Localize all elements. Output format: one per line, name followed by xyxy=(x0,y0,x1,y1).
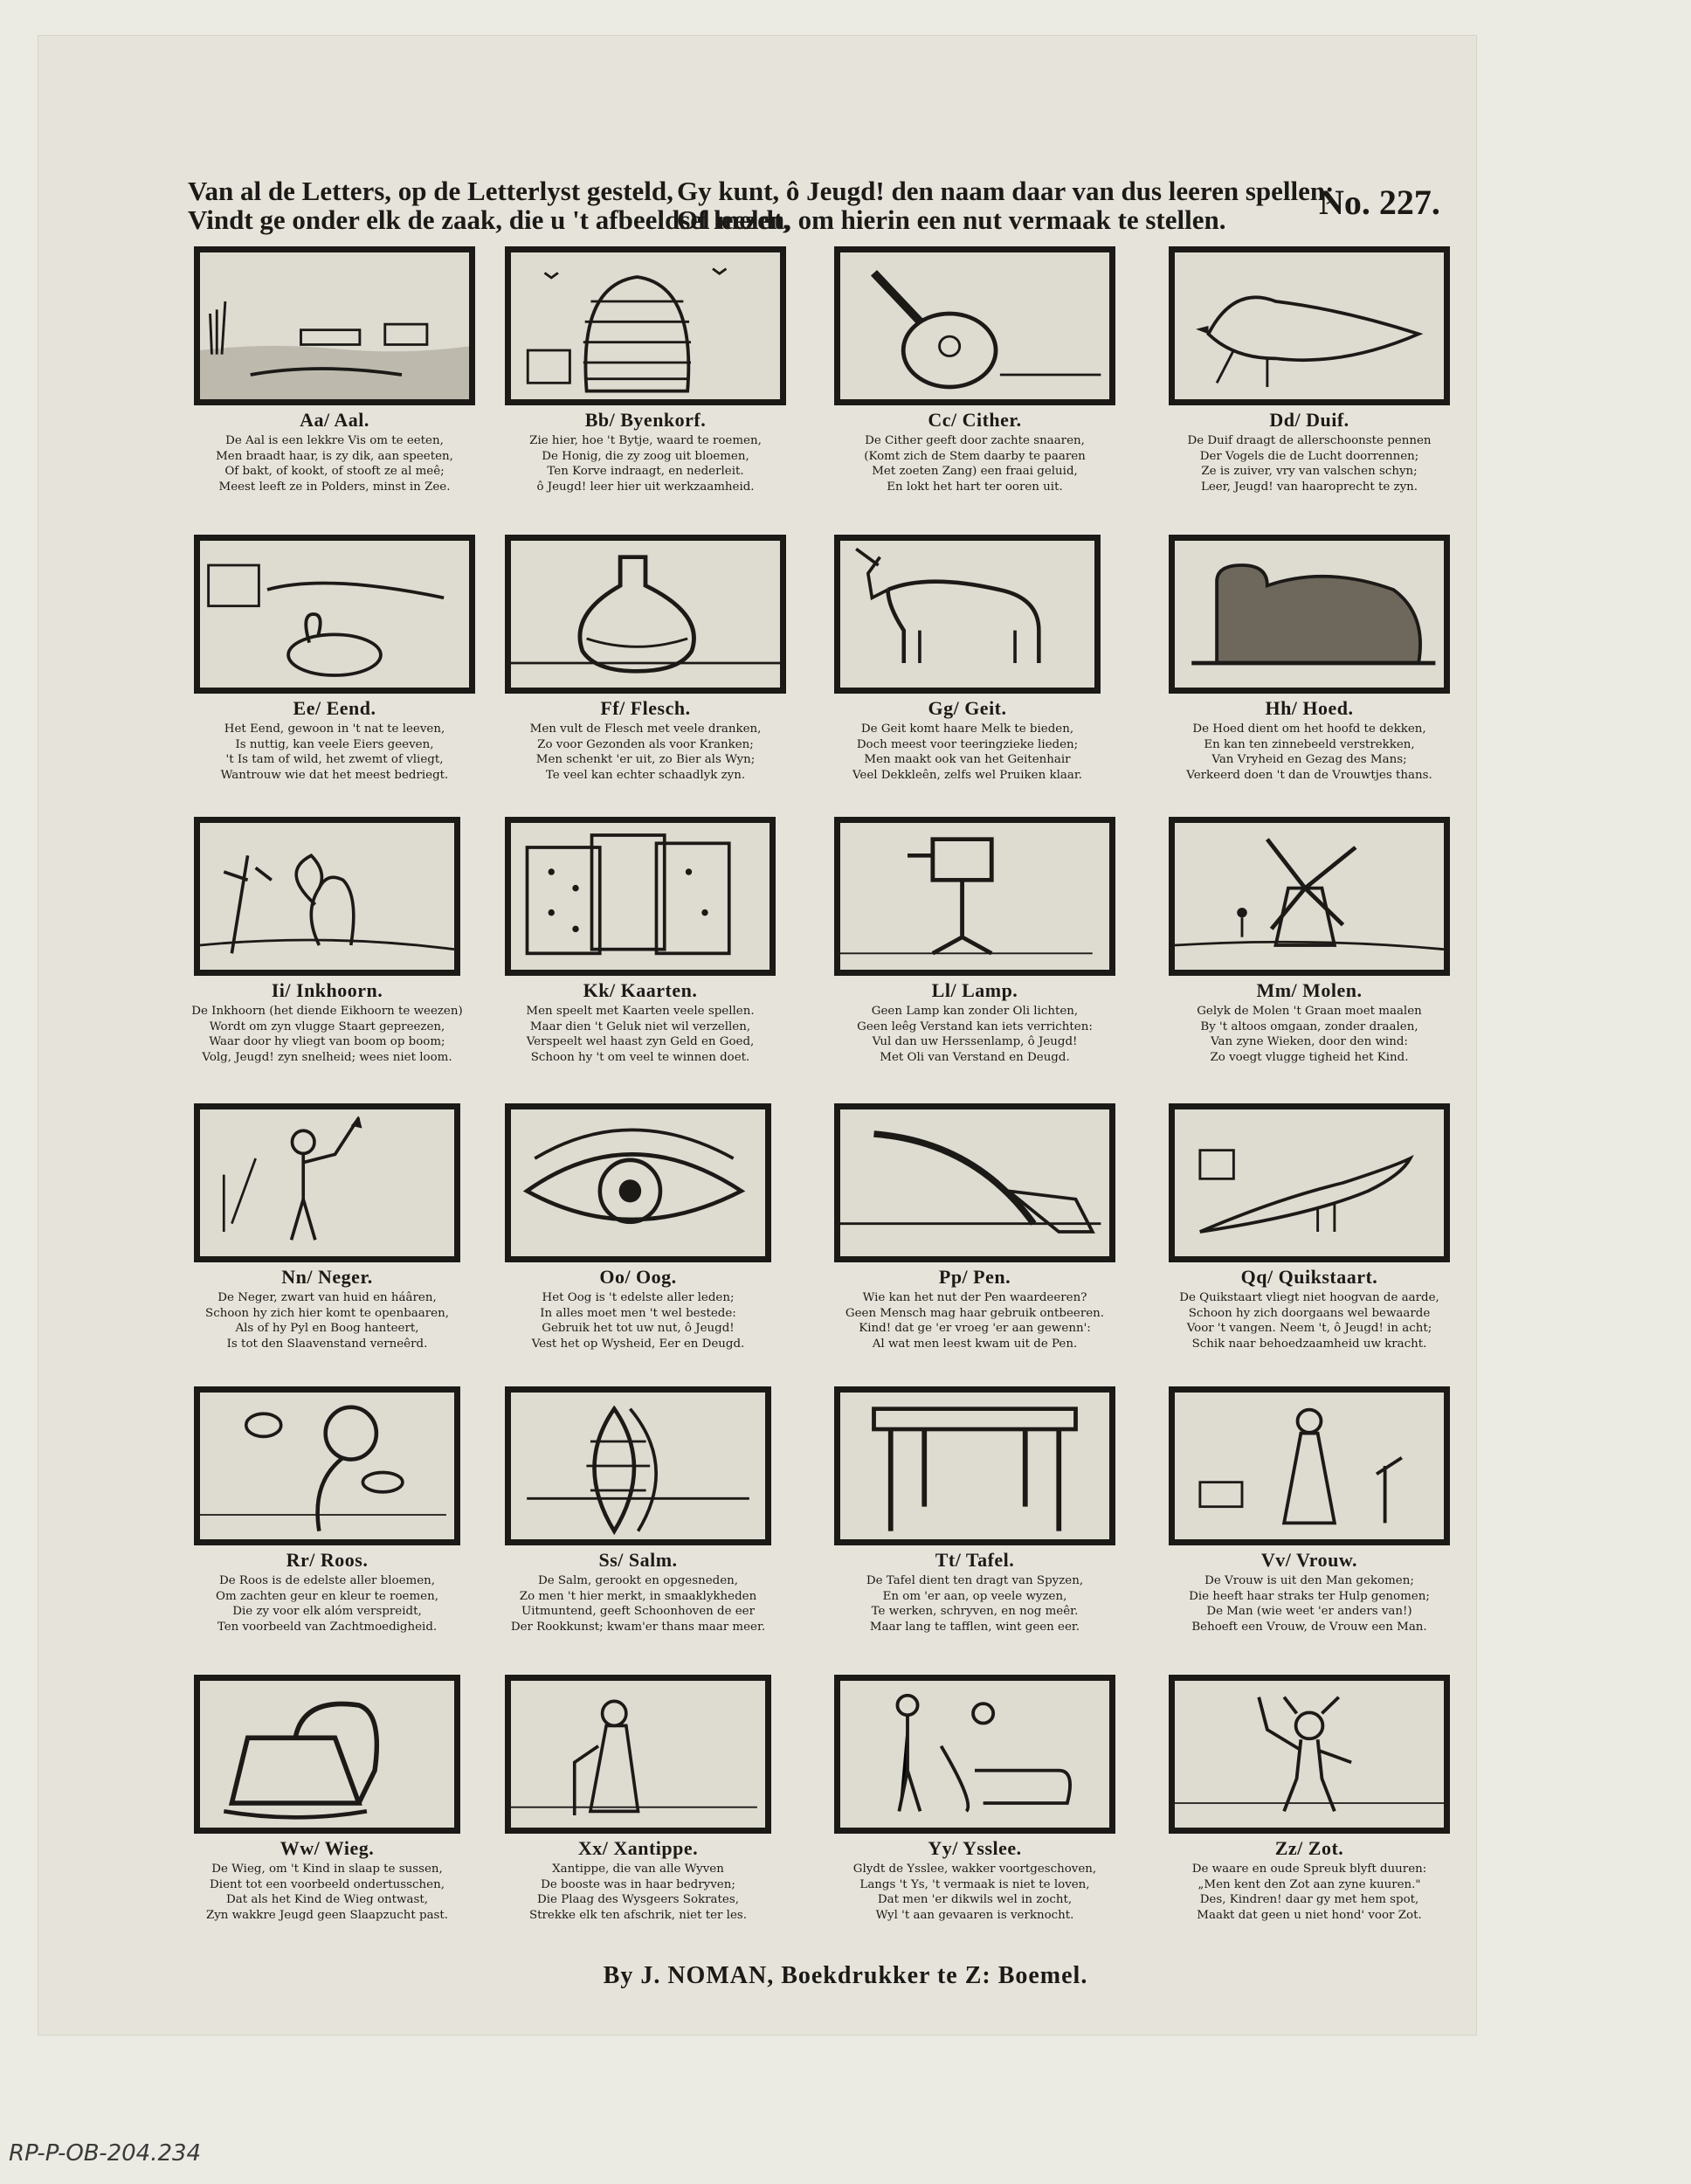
verse-line: „Men kent den Zot aan zyne kuuren." xyxy=(1198,1877,1421,1891)
picture-title: Mm/ Molen. xyxy=(1256,979,1363,1001)
verse-line: Wordt om zyn vlugge Staart gepreezen, xyxy=(209,1019,445,1033)
cradle-icon xyxy=(194,1675,460,1834)
verse-line: Schoon hy zich hier komt te openbaaren, xyxy=(205,1306,449,1320)
verse-line: Geen leêg Verstand kan iets verrichten: xyxy=(857,1019,1093,1033)
beehive-icon xyxy=(505,246,786,405)
picture-title: Tt/ Tafel. xyxy=(935,1549,1015,1571)
verse-line: De Roos is de edelste aller bloemen, xyxy=(218,1574,436,1587)
bottle-icon xyxy=(505,535,786,694)
picture-title: Vv/ Vrouw. xyxy=(1260,1549,1358,1571)
duck-icon xyxy=(194,535,475,694)
verse-line: Behoeft een Vrouw, de Vrouw een Man. xyxy=(1191,1620,1427,1634)
verse-line: Met zoeten Zang) een fraai geluid, xyxy=(872,465,1078,478)
picture-verse xyxy=(825,1290,1124,1351)
verse-line: In alles moet men 't wel bestede: xyxy=(540,1306,736,1320)
verse-line: Wantrouw wie dat het meest bedriegt. xyxy=(220,768,449,782)
picture-title: Bb/ Byenkorf. xyxy=(584,409,707,431)
verse-line: De Honig, die zy zoog uit bloemen, xyxy=(542,449,749,463)
verse-line: Doch meest voor teeringzieke lieden; xyxy=(856,737,1079,751)
picture-verse xyxy=(185,1862,469,1923)
verse-line: Der Rookkunst; kwam'er thans maar meer. xyxy=(510,1620,766,1634)
verse-line: Langs 't Ys, 't vermaak is niet te loven, xyxy=(859,1877,1090,1891)
verse-line: Maar lang te tafflen, wint geen eer. xyxy=(869,1620,1080,1634)
verse-line: Wyl 't aan gevaaren is verknocht. xyxy=(875,1908,1074,1922)
header-line-2a: Vindt ge onder elk de zaak, die u 't afbeeldsel meldt, xyxy=(188,204,790,235)
picture-title: Yy/ Ysslee. xyxy=(928,1837,1022,1859)
verse-line: Het Eend, gewoon in 't nat te leeven, xyxy=(224,722,445,736)
verse-line: Al wat men leest kwam uit de Pen. xyxy=(872,1337,1078,1351)
picture-title: Dd/ Duif. xyxy=(1269,409,1349,431)
verse-line: De Quikstaart vliegt niet hoogvan de aarde, xyxy=(1179,1291,1439,1304)
picture-title: Qq/ Quikstaart. xyxy=(1240,1266,1378,1288)
verse-line: Men vult de Flesch met veele dranken, xyxy=(529,722,762,736)
verse-line: De Duif draagt de allerschoonste pennen xyxy=(1187,434,1432,447)
verse-line: Ze is zuiver, vry van valschen schyn; xyxy=(1201,465,1418,478)
verse-line: Veel Dekkleên, zelfs wel Pruiken klaar. xyxy=(852,768,1083,782)
verse-line: De Tafel dient ten dragt van Spyzen, xyxy=(866,1574,1084,1587)
verse-line: De booste was in haar bedryven; xyxy=(541,1877,735,1891)
verse-line: Zo voegt vlugge tigheid het Kind. xyxy=(1210,1050,1409,1064)
picture-verse xyxy=(496,1290,780,1351)
dove-icon xyxy=(1169,246,1450,405)
header-line-2b: Of leezen, om hierin een nut vermaak te stellen. xyxy=(677,204,1226,235)
picture-verse xyxy=(185,1004,469,1065)
verse-line: Die zy voor elk alóm verspreidt, xyxy=(232,1605,422,1618)
verse-line: Van zyne Wieken, door den wind: xyxy=(1211,1035,1408,1048)
picture-title: Ss/ Salm. xyxy=(598,1549,678,1571)
verse-line: Geen Mensch mag haar gebruik ontbeeren. xyxy=(845,1306,1105,1320)
verse-line: Men maakt ook van het Geitenhair xyxy=(864,753,1071,766)
verse-line: De Hoed dient om het hoofd te dekken, xyxy=(1192,722,1426,736)
printer-imprint: By J. NOMAN, Boekdrukker te Z: Boemel. xyxy=(603,1962,1088,1989)
picture-verse xyxy=(185,433,484,494)
verse-line: Zo men 't hier merkt, in smaaklykheden xyxy=(519,1589,757,1603)
verse-line: Meest leeft ze in Polders, minst in Zee. xyxy=(218,480,451,494)
verse-line: Men schenkt 'er uit, zo Bier als Wyn; xyxy=(535,753,756,766)
hat-icon xyxy=(1169,535,1450,694)
verse-line: Maar dien 't Geluk niet wil verzellen, xyxy=(529,1019,751,1033)
windmill-icon xyxy=(1169,817,1450,976)
picture-title: Pp/ Pen. xyxy=(938,1266,1011,1288)
verse-line: Maakt dat geen u niet hond' voor Zot. xyxy=(1197,1908,1422,1922)
verse-line: Gebruik het tot uw nut, ô Jeugd! xyxy=(542,1322,735,1335)
verse-line: Is tot den Slaavenstand verneêrd. xyxy=(226,1337,428,1351)
picture-verse xyxy=(496,1573,780,1635)
verse-line: Wie kan het nut der Pen waardeeren? xyxy=(862,1291,1087,1304)
verse-line: Ten voorbeeld van Zachtmoedigheid. xyxy=(217,1620,438,1634)
picture-title: Ee/ Eend. xyxy=(293,697,376,719)
verse-line: Der Vogels die de Lucht doorrennen; xyxy=(1199,449,1419,463)
verse-line: De Inkhoorn (het diende Eikhoorn te weezen) xyxy=(191,1005,463,1018)
verse-line: Is nuttig, kan veele Eiers geeven, xyxy=(235,737,434,751)
picture-verse xyxy=(1160,1573,1459,1635)
verse-line: De Salm, gerookt en opgesneden, xyxy=(537,1574,739,1587)
verse-line: ô Jeugd! leer hier uit werkzaamheid. xyxy=(536,480,755,494)
verse-line: (Komt zich de Stem daarby te paaren xyxy=(864,449,1086,463)
verse-line: Men braadt haar, is zy dik, aan speeten, xyxy=(216,449,453,463)
verse-line: Waar door hy vliegt van boom op boom; xyxy=(209,1035,445,1048)
verse-line: Die Plaag des Wysgeers Sokrates, xyxy=(537,1893,739,1906)
picture-title: Ff/ Flesch. xyxy=(600,697,691,719)
verse-line: Van Vryheid en Gezag des Mans; xyxy=(1211,753,1407,766)
picture-verse xyxy=(1160,722,1459,783)
sleigh-icon xyxy=(834,1675,1115,1834)
verse-line: Vul dan uw Herssenlamp, ô Jeugd! xyxy=(872,1035,1078,1048)
verse-line: Te werken, schryven, en nog meêr. xyxy=(871,1605,1079,1618)
verse-line: Schoon hy 't om veel te winnen doet. xyxy=(530,1050,750,1064)
catalog-number: RP-P-OB-204.234 xyxy=(9,2140,202,2167)
squirrel-icon xyxy=(194,817,460,976)
old-woman-icon xyxy=(505,1675,771,1834)
verse-line: Zyn wakkre Jeugd geen Slaapzucht past. xyxy=(205,1908,449,1922)
picture-title: Rr/ Roos. xyxy=(286,1549,369,1571)
picture-title: Oo/ Oog. xyxy=(599,1266,677,1288)
eye-icon xyxy=(505,1103,771,1262)
header-line-1a: Van al de Letters, op de Letterlyst gesteld, xyxy=(188,176,673,206)
verse-line: Dat als het Kind de Wieg ontwast, xyxy=(225,1893,428,1906)
verse-line: Des, Kindren! daar gy met hem spot, xyxy=(1199,1893,1419,1906)
verse-line: De Neger, zwart van huid en háâren, xyxy=(217,1291,437,1304)
sheet-number: No. 227. xyxy=(1319,183,1440,222)
verse-line: Het Oog is 't edelste aller leden; xyxy=(542,1291,735,1304)
picture-verse xyxy=(185,1290,469,1351)
lamp-icon xyxy=(834,817,1115,976)
cither-icon xyxy=(834,246,1115,405)
picture-verse xyxy=(496,433,795,494)
verse-line: Voor 't vangen. Neem 't, ô Jeugd! in acht; xyxy=(1186,1322,1432,1335)
verse-line: Geen Lamp kan zonder Oli lichten, xyxy=(871,1005,1079,1018)
verse-line: Zie hier, hoe 't Bytje, waard te roemen, xyxy=(529,434,762,447)
picture-verse xyxy=(185,1573,469,1635)
table-icon xyxy=(834,1386,1115,1545)
verse-line: Leer, Jeugd! van haaroprecht te zyn. xyxy=(1200,480,1418,494)
picture-verse xyxy=(825,722,1109,783)
verse-line: De Geit komt haare Melk te bieden, xyxy=(860,722,1074,736)
picture-title: Kk/ Kaarten. xyxy=(583,979,698,1001)
quill-icon xyxy=(834,1103,1115,1262)
landscape-icon xyxy=(194,246,475,405)
verse-line: Als of hy Pyl en Boog hanteert, xyxy=(235,1322,419,1335)
archer-icon xyxy=(194,1103,460,1262)
verse-line: De Wieg, om 't Kind in slaap te sussen, xyxy=(211,1863,443,1876)
verse-line: Verkeerd doen 't dan de Vrouwtjes thans. xyxy=(1186,768,1432,782)
verse-line: De Vrouw is uit den Man gekomen; xyxy=(1204,1574,1414,1587)
verse-line: Strekke elk ten afschrik, niet ter les. xyxy=(528,1908,748,1922)
verse-line: Ten Korve indraagt, en nederleit. xyxy=(547,465,744,478)
verse-line: Of bakt, of kookt, of stooft ze al meê; xyxy=(224,465,445,478)
picture-title: Aa/ Aal. xyxy=(300,409,369,431)
verse-line: Die heeft haar straks ter Hulp genomen; xyxy=(1189,1589,1430,1603)
verse-line: Met Oli van Verstand en Deugd. xyxy=(880,1050,1070,1064)
verse-line: De Cither geeft door zachte snaaren, xyxy=(865,434,1085,447)
rose-icon xyxy=(194,1386,460,1545)
picture-title: Xx/ Xantippe. xyxy=(577,1837,699,1859)
goat-icon xyxy=(834,535,1101,694)
picture-verse xyxy=(825,1004,1124,1065)
picture-verse xyxy=(496,1004,784,1065)
verse-line: Verspeelt wel haast zyn Geld en Goed, xyxy=(526,1035,755,1048)
picture-verse xyxy=(1160,1862,1459,1923)
verse-line: 't Is tam of wild, het zwemt of vliegt, xyxy=(225,753,444,766)
picture-verse xyxy=(496,722,795,783)
verse-line: En kan ten zinnebeeld verstrekken, xyxy=(1204,737,1415,751)
picture-title: Gg/ Geit. xyxy=(928,697,1007,719)
verse-line: Dient tot een voorbeeld ondertusschen, xyxy=(210,1877,445,1891)
verse-line: Gelyk de Molen 't Graan moet maalen xyxy=(1197,1005,1422,1018)
picture-verse xyxy=(825,1862,1124,1923)
verse-line: Schik naar behoedzaamheid uw kracht. xyxy=(1191,1337,1427,1351)
fish-icon xyxy=(505,1386,771,1545)
picture-title: Nn/ Neger. xyxy=(281,1266,373,1288)
verse-line: Kind! dat ge 'er vroeg 'er aan gewenn': xyxy=(859,1322,1091,1335)
verse-line: By 't altoos omgaan, zonder draalen, xyxy=(1200,1019,1418,1033)
picture-verse xyxy=(825,433,1124,494)
verse-line: Dat men 'er dikwils wel in zocht, xyxy=(877,1893,1073,1906)
wagtail-icon xyxy=(1169,1103,1450,1262)
picture-title: Cc/ Cither. xyxy=(928,409,1022,431)
picture-verse xyxy=(496,1862,780,1923)
picture-title: Ll/ Lamp. xyxy=(931,979,1018,1001)
verse-line: De Aal is een lekkre Vis om te eeten, xyxy=(225,434,444,447)
picture-title: Zz/ Zot. xyxy=(1274,1837,1344,1859)
picture-verse xyxy=(1160,1290,1459,1351)
verse-line: En lokt het hart ter ooren uit. xyxy=(887,480,1063,494)
picture-verse xyxy=(1160,1004,1459,1065)
woman-icon xyxy=(1169,1386,1450,1545)
verse-line: De waare en oude Spreuk blyft duuren: xyxy=(1191,1863,1427,1876)
picture-verse xyxy=(1160,433,1459,494)
verse-line: De Man (wie weet 'er anders van!) xyxy=(1206,1605,1412,1618)
verse-line: Om zachten geur en kleur te roemen, xyxy=(216,1589,438,1603)
verse-line: Glydt de Ysslee, wakker voortgeschoven, xyxy=(852,1863,1097,1876)
picture-verse xyxy=(825,1573,1124,1635)
picture-verse xyxy=(185,722,484,783)
verse-line: En om 'er aan, op veele wyzen, xyxy=(882,1589,1067,1603)
picture-title: Ww/ Wieg. xyxy=(280,1837,375,1859)
verse-line: Vest het op Wysheid, Eer en Deugd. xyxy=(531,1337,745,1351)
verse-line: Schoon hy zich doorgaans wel bewaarde xyxy=(1188,1306,1431,1320)
jester-icon xyxy=(1169,1675,1450,1834)
verse-line: Volg, Jeugd! zyn snelheid; wees niet loom. xyxy=(202,1050,452,1064)
verse-line: Te veel kan echter schaadlyk zyn. xyxy=(545,768,746,782)
picture-title: Ii/ Inkhoorn. xyxy=(271,979,383,1001)
cards-icon xyxy=(505,817,776,976)
verse-line: Men speelt met Kaarten veele spellen. xyxy=(526,1005,755,1018)
verse-line: Uitmuntend, geeft Schoonhoven de eer xyxy=(521,1605,756,1618)
verse-line: Xantippe, die van alle Wyven xyxy=(552,1863,724,1876)
verse-line: Zo voor Gezonden als voor Kranken; xyxy=(537,737,754,751)
picture-title: Hh/ Hoed. xyxy=(1265,697,1354,719)
header-line-1b: Gy kunt, ô Jeugd! den naam daar van dus leeren spellen; xyxy=(677,176,1335,206)
